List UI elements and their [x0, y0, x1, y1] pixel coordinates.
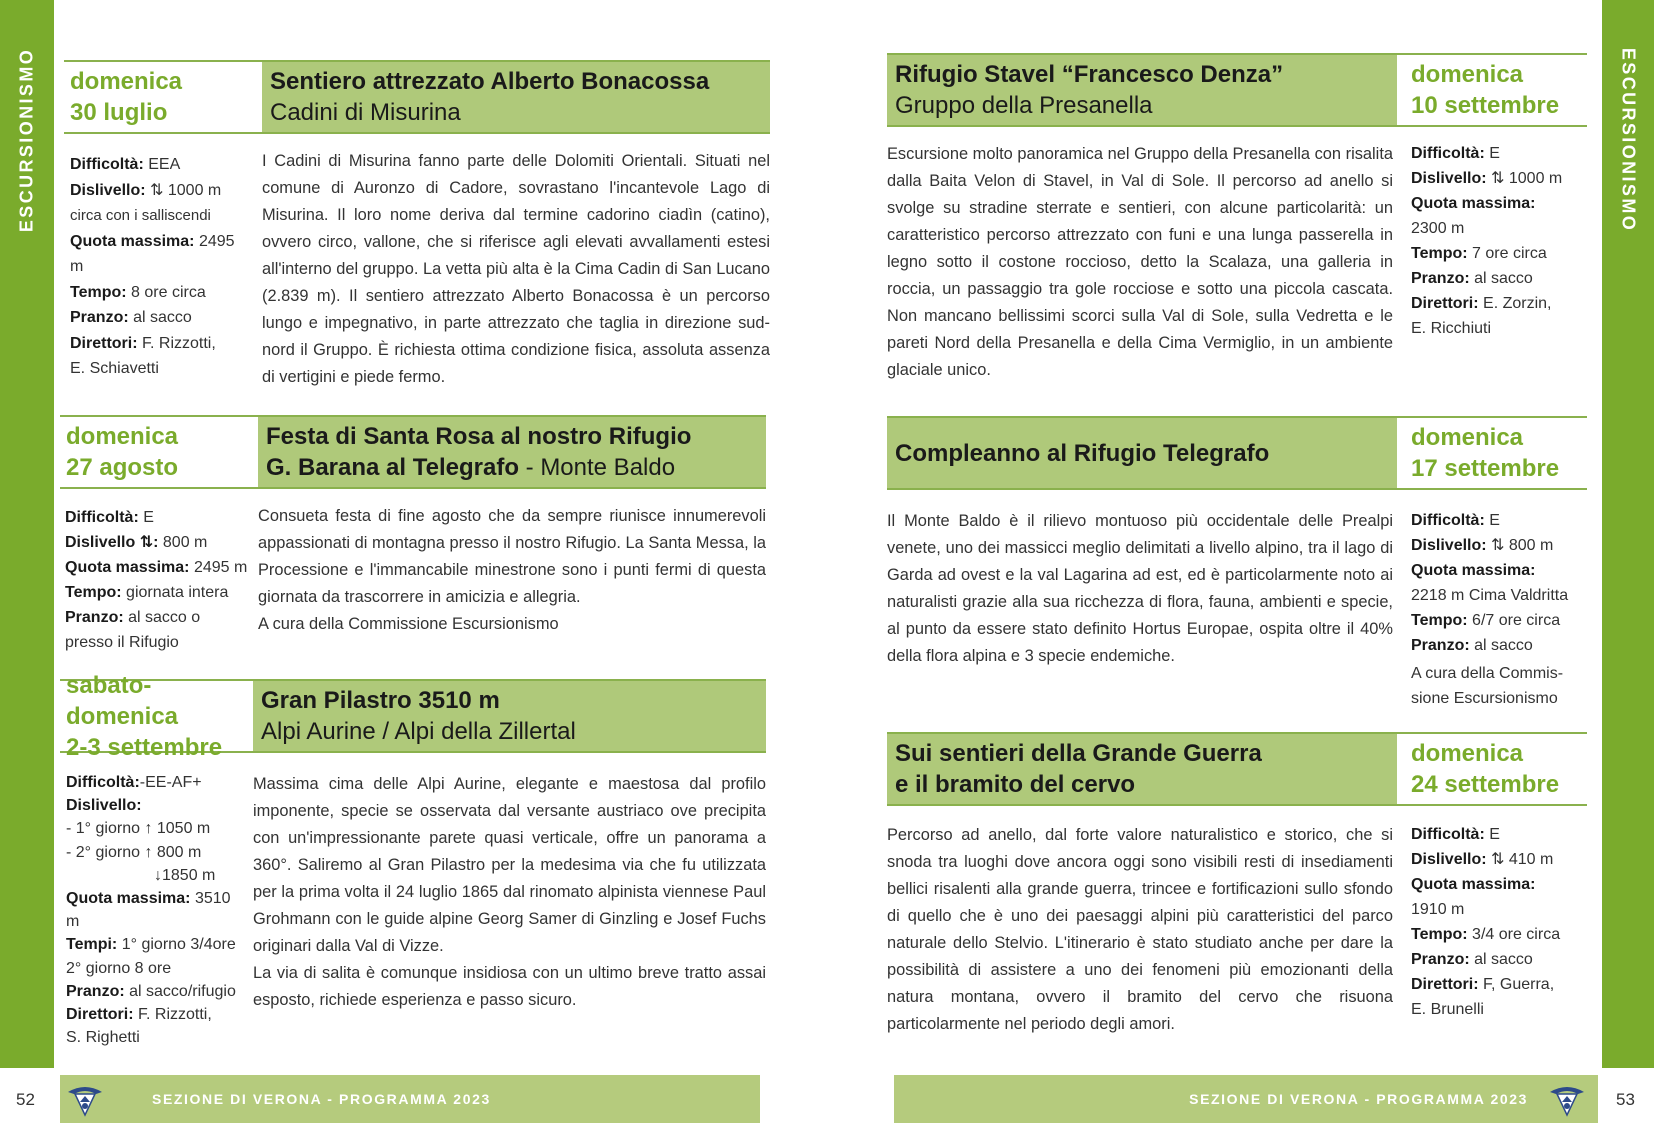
- event-description: I Cadini di Misurina fanno parte delle Dolomiti Orientali. Situati nel comune di Auronzo di Cadore, sovrastano l'incantevole Lago di Misurina. Il loro nome deriva dal termine cadorino ciadìn (catino), ovvero circo, vallone, che si riferisce agli elevati avvallamenti estesi all'interno del gruppo. La vetta più alta è la Cima Cadin di San Lucano (2.839 m). Il sentiero attrezzato Alberto Bonacossa è un percorso lungo e impegnativo, in parte attrezzato che taglia in direzione sud-nord il Gruppo. È richiesta ottima condizione fisica, assoluta assenza di vertigini e piede fermo.: [262, 152, 770, 386]
- event-info: Difficoltà: E Dislivello: ⇅ 1000 m Quota massima: 2300 m Tempo: 7 ore circa Pranzo: al sacco Direttori: E. Zorzin, E. Ricchiuti: [1411, 145, 1563, 337]
- event-24-settembre: [887, 732, 1587, 1052]
- event-info: Difficoltà: E Dislivello: ⇅ 800 m Quota massima: 2218 m Cima Valdritta Tempo: 6/7 ore circa Pranzo: al sacco A cura della Commis- sione Escursionismo: [1411, 512, 1569, 707]
- event-description: Percorso ad anello, dal forte valore naturalistico e storico, che si snoda tra luoghi dove ancora oggi sono visibili resti di insediamenti bellici risalenti alla grande guerra, trincee e fortificazioni sullo sfondo di quello che è uno dei paesaggi alpini più caratteristici del parco naturale dello Stelvio. L'itinerario è stato studiato anche per dare la possibilità di assistere a uno dei fenomeni più emozionanti della natura montana, ovvero il bramito del cervo che risuona particolarmente nel periodo degli amori.: [887, 826, 1393, 1033]
- footer-text: SEZIONE DI VERONA - PROGRAMMA 2023: [1189, 1091, 1528, 1107]
- event-title: [887, 53, 1397, 127]
- cai-logo-icon: [66, 1080, 104, 1118]
- side-label-right: ESCURSIONISMO: [1618, 47, 1639, 233]
- event-title: [887, 416, 1397, 490]
- title-sub: Alpi Aurine / Alpi della Zillertal: [261, 718, 576, 745]
- event-date: [1397, 416, 1587, 490]
- event-title: [258, 415, 766, 489]
- date-value: 27 agosto: [66, 454, 179, 481]
- title-main: Rifugio Stavel “Francesco Denza”: [895, 61, 1284, 88]
- date-day: domenica: [66, 423, 179, 450]
- page-number-right: 53: [1616, 1090, 1635, 1109]
- event-10-settembre: [887, 53, 1587, 393]
- page-number-left: 52: [16, 1090, 35, 1109]
- event-27-agosto: [60, 415, 766, 655]
- title-sub: - Monte Baldo: [518, 454, 676, 481]
- side-bar-left: [0, 0, 54, 1068]
- date-value: 10 settembre: [1411, 92, 1560, 119]
- event-date: [60, 671, 253, 761]
- date-value: 30 luglio: [70, 99, 168, 126]
- event-info: Difficoltà: E Dislivello ⇅: 800 m Quota massima: 2495 m Tempo: giornata intera Pranzo: al sacco o presso il Rifugio: [65, 509, 248, 651]
- event-description: Massima cima delle Alpi Aurine, elegante e maestosa dal profilo imponente, specie se osservata dal versante austriaco ove precipita con un'impressionante parete quasi verticale, offre un panorama a 360°. Saliremo al Gran Pilastro per la medesima via che fu utilizzata per la prima volta il 24 luglio 1865 dal rinomato alpinista viennese Paul Grohmann con le guide alpine Georg Samer di Ginzling e Josef Fuchs originari dalla Val di Vizze. La via di salita è comunque insidiosa con un ultimo breve tratto assai esposto, richiede esperienza e passo sicuro.: [253, 775, 766, 1009]
- title-main: Gran Pilastro 3510 m: [261, 687, 500, 714]
- cai-logo-icon: [1548, 1080, 1586, 1118]
- title-sub-bold: G. Barana al Telegrafo: [266, 454, 519, 481]
- title-main: Compleanno al Rifugio Telegrafo: [895, 439, 1270, 467]
- date-day: domenica: [70, 68, 183, 95]
- event-title: [253, 679, 766, 753]
- title-sub: e il bramito del cervo: [895, 771, 1136, 798]
- event-description: Escursione molto panoramica nel Gruppo della Presanella con risalita dalla Baita Velon di Stavel, in Val di Sole. Il percorso ad anello si svolge su stradine sterrate e sentieri, con alcune particolarità: un caratteristico percorso attrezzato con funi e una lunga passerella in legno sotto il costone roccioso, detto la Scalaza, una galleria in roccia, un passaggio tra gole rocciose e sotto una piccola cascata. Non mancano bellissimi scorci sulla Val di Sole, sulla Vedretta e le pareti Nord della Presanella e della Cima Vermiglio, in un ambiente glaciale unico.: [887, 145, 1393, 379]
- footer-text: SEZIONE DI VERONA - PROGRAMMA 2023: [152, 1091, 491, 1107]
- date-value: 24 settembre: [1411, 771, 1560, 798]
- event-17-settembre: [887, 416, 1587, 706]
- date-value: 2-3 settembre: [66, 733, 223, 761]
- event-date: [60, 415, 258, 489]
- date-day: domenica: [1411, 424, 1524, 451]
- event-30-luglio: [64, 60, 770, 390]
- event-title: [262, 60, 770, 134]
- event-date: [64, 60, 262, 134]
- footer-left: [60, 1075, 760, 1123]
- side-bar-right: [1602, 0, 1654, 1068]
- event-info: Difficoltà:-EE-AF+ Dislivello: - 1° giorno ↑ 1050 m - 2° giorno ↑ 800 m ↓1850 m Quota massima: 3510 m Tempi: 1° giorno 3/4ore 2° giorno 8 ore Pranzo: al sacco/rifugio Direttori: F. Rizzotti, S. Righetti: [66, 774, 236, 1047]
- footer-right: [894, 1075, 1598, 1123]
- title-main: Sentiero attrezzato Alberto Bonacossa: [270, 68, 710, 95]
- event-description: Consueta festa di fine agosto che da sempre riunisce innumerevoli appassionati di montagna presso il nostro Rifugio. La Santa Messa, la Processione e l'immancabile minestrone sono i punti fermi di questa giornata da trascorrere in amicizia e allegria. A cura della Commissione Escursionismo: [258, 507, 766, 633]
- side-label-left: ESCURSIONISMO: [16, 47, 37, 233]
- date-day: domenica: [1411, 61, 1524, 88]
- event-info: Difficoltà: EEA Dislivello: ⇅ 1000 m circa con i salliscendi Quota massima: 2495 m Tempo: 8 ore circa Pranzo: al sacco Direttori: F. Rizzotti, E. Schiavetti: [70, 156, 235, 377]
- date-value: 17 settembre: [1411, 455, 1560, 482]
- event-date: [1397, 53, 1587, 127]
- event-description: Il Monte Baldo è il rilievo montuoso più occidentale delle Prealpi venete, uno dei massicci meglio delimitati a livello alpino, tra il lago di Garda ad ovest e la val Lagarina ad est, ed è particolarmente noto ai naturalisti grazie alla sua ricchezza di flora, fauna, ambienti e specie, al punto da essere stato definito Hortus Europae, ospita oltre il 40% della flora alpina e 3 specie endemiche.: [887, 512, 1393, 665]
- date-day: domenica: [1411, 740, 1524, 767]
- event-2-3-settembre: [60, 671, 766, 1049]
- event-info: Difficoltà: E Dislivello: ⇅ 410 m Quota massima: 1910 m Tempo: 3/4 ore circa Pranzo: al sacco Direttori: F, Guerra, E. Brunelli: [1411, 826, 1561, 1018]
- title-main: Festa di Santa Rosa al nostro Rifugio: [266, 423, 692, 450]
- date-day: sabato-domenica: [66, 671, 179, 730]
- event-date: [1397, 732, 1587, 806]
- title-main: Sui sentieri della Grande Guerra: [895, 740, 1262, 767]
- title-sub: Gruppo della Presanella: [895, 92, 1153, 119]
- event-title: [887, 732, 1397, 806]
- title-sub: Cadini di Misurina: [270, 99, 461, 126]
